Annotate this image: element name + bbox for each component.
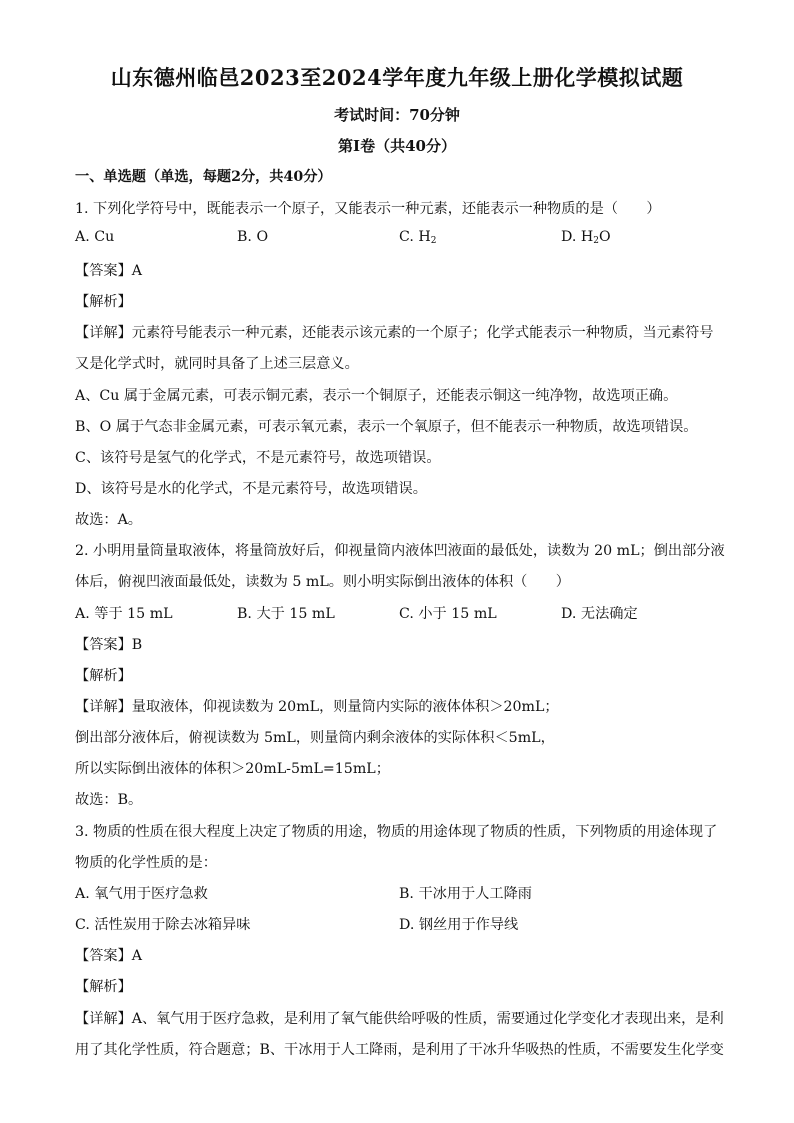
q3-detail-line: 【详解】A、氧气用于医疗急救，是利用了氧气能供给呼吸的性质，需要通过化学变化才表现出来，是利	[75, 1011, 724, 1027]
question-3-stem: 物质的化学性质的是：	[75, 855, 217, 871]
question-2-stem: 2. 小明用量筒量取液体，将量筒放好后，仰视量筒内液体凹液面的最低处，读数为 20 mL；倒出部分液	[75, 543, 725, 559]
q2-detail-line: 倒出部分液体后，俯视读数为 5mL，则量筒内剩余液体的实际体积＜5mL，	[75, 730, 555, 746]
q2-option-d: D. 无法确定	[561, 606, 638, 622]
exam-time: 考试时间：70分钟	[334, 106, 460, 124]
q2-option-a: A. 等于 15 mL	[75, 606, 173, 622]
volume-label: 第I卷（共40分）	[338, 137, 456, 155]
q2-option-b: B. 大于 15 mL	[237, 606, 335, 622]
q2-analysis-label: 【解析】	[75, 668, 132, 684]
q1-detail-line: 【详解】元素符号能表示一种元素，还能表示该元素的一个原子；化学式能表示一种物质，当元素符号	[75, 325, 714, 341]
q1-option-a: A. Cu	[75, 229, 115, 245]
section-heading: 一、单选题（单选，每题2分，共40分）	[75, 169, 332, 185]
page-title: 山东德州临邑2023至2024学年度九年级上册化学模拟试题	[110, 65, 684, 90]
q1-option-c: C. $H_2$	[399, 229, 437, 246]
q2-detail-line: 所以实际倒出液体的体积＞20mL-5mL=15mL；	[75, 761, 390, 777]
q3-option-c: C. 活性炭用于除去冰箱异味	[75, 917, 251, 933]
q1-detail-line: 又是化学式时，就同时具备了上述三层意义。	[75, 356, 359, 372]
q1-analysis-label: 【解析】	[75, 294, 132, 310]
q1-detail-line: B、O 属于气态非金属元素，可表示氧元素，表示一个氧原子，但不能表示一种物质，故选项错误。	[75, 419, 698, 435]
q2-detail-line: 故选：B。	[75, 792, 143, 808]
q3-answer: 【答案】A	[75, 948, 142, 964]
q2-answer: 【答案】B	[75, 637, 143, 653]
question-3-stem: 3. 物质的性质在很大程度上决定了物质的用途，物质的用途体现了物质的性质，下列物质的用途体现了	[75, 824, 718, 840]
question-1-stem: 1. 下列化学符号中，既能表示一个原子，又能表示一种元素，还能表示一种物质的是（ ）	[75, 201, 661, 217]
q1-detail-line: C、该符号是氢气的化学式，不是元素符号，故选项错误。	[75, 450, 441, 466]
q3-option-b: B. 干冰用于人工降雨	[399, 886, 532, 902]
q1-detail-line: 故选：A。	[75, 512, 142, 528]
question-2-stem: 体后，俯视凹液面最低处，读数为 5 mL。则小明实际倒出液体的体积（ ）	[75, 574, 570, 590]
q3-analysis-label: 【解析】	[75, 979, 132, 995]
q1-detail-line: A、Cu 属于金属元素，可表示铜元素，表示一个铜原子，还能表示铜这一纯净物，故选项正确。	[75, 388, 678, 404]
q1-option-d: D. $H_2O$	[561, 229, 611, 246]
q1-option-b: B. O	[237, 229, 269, 245]
q2-option-c: C. 小于 15 mL	[399, 606, 497, 622]
q2-detail-line: 【详解】量取液体，仰视读数为 20mL，则量筒内实际的液体体积＞20mL；	[75, 699, 559, 715]
q3-detail-line: 用了其化学性质，符合题意；B、干冰用于人工降雨，是利用了干冰升华吸热的性质，不需要发生化学变	[75, 1042, 724, 1058]
q3-option-d: D. 钢丝用于作导线	[399, 917, 519, 933]
q1-answer: 【答案】A	[75, 263, 142, 279]
q1-detail-line: D、该符号是水的化学式，不是元素符号，故选项错误。	[75, 481, 427, 497]
q3-option-a: A. 氧气用于医疗急救	[75, 886, 208, 902]
